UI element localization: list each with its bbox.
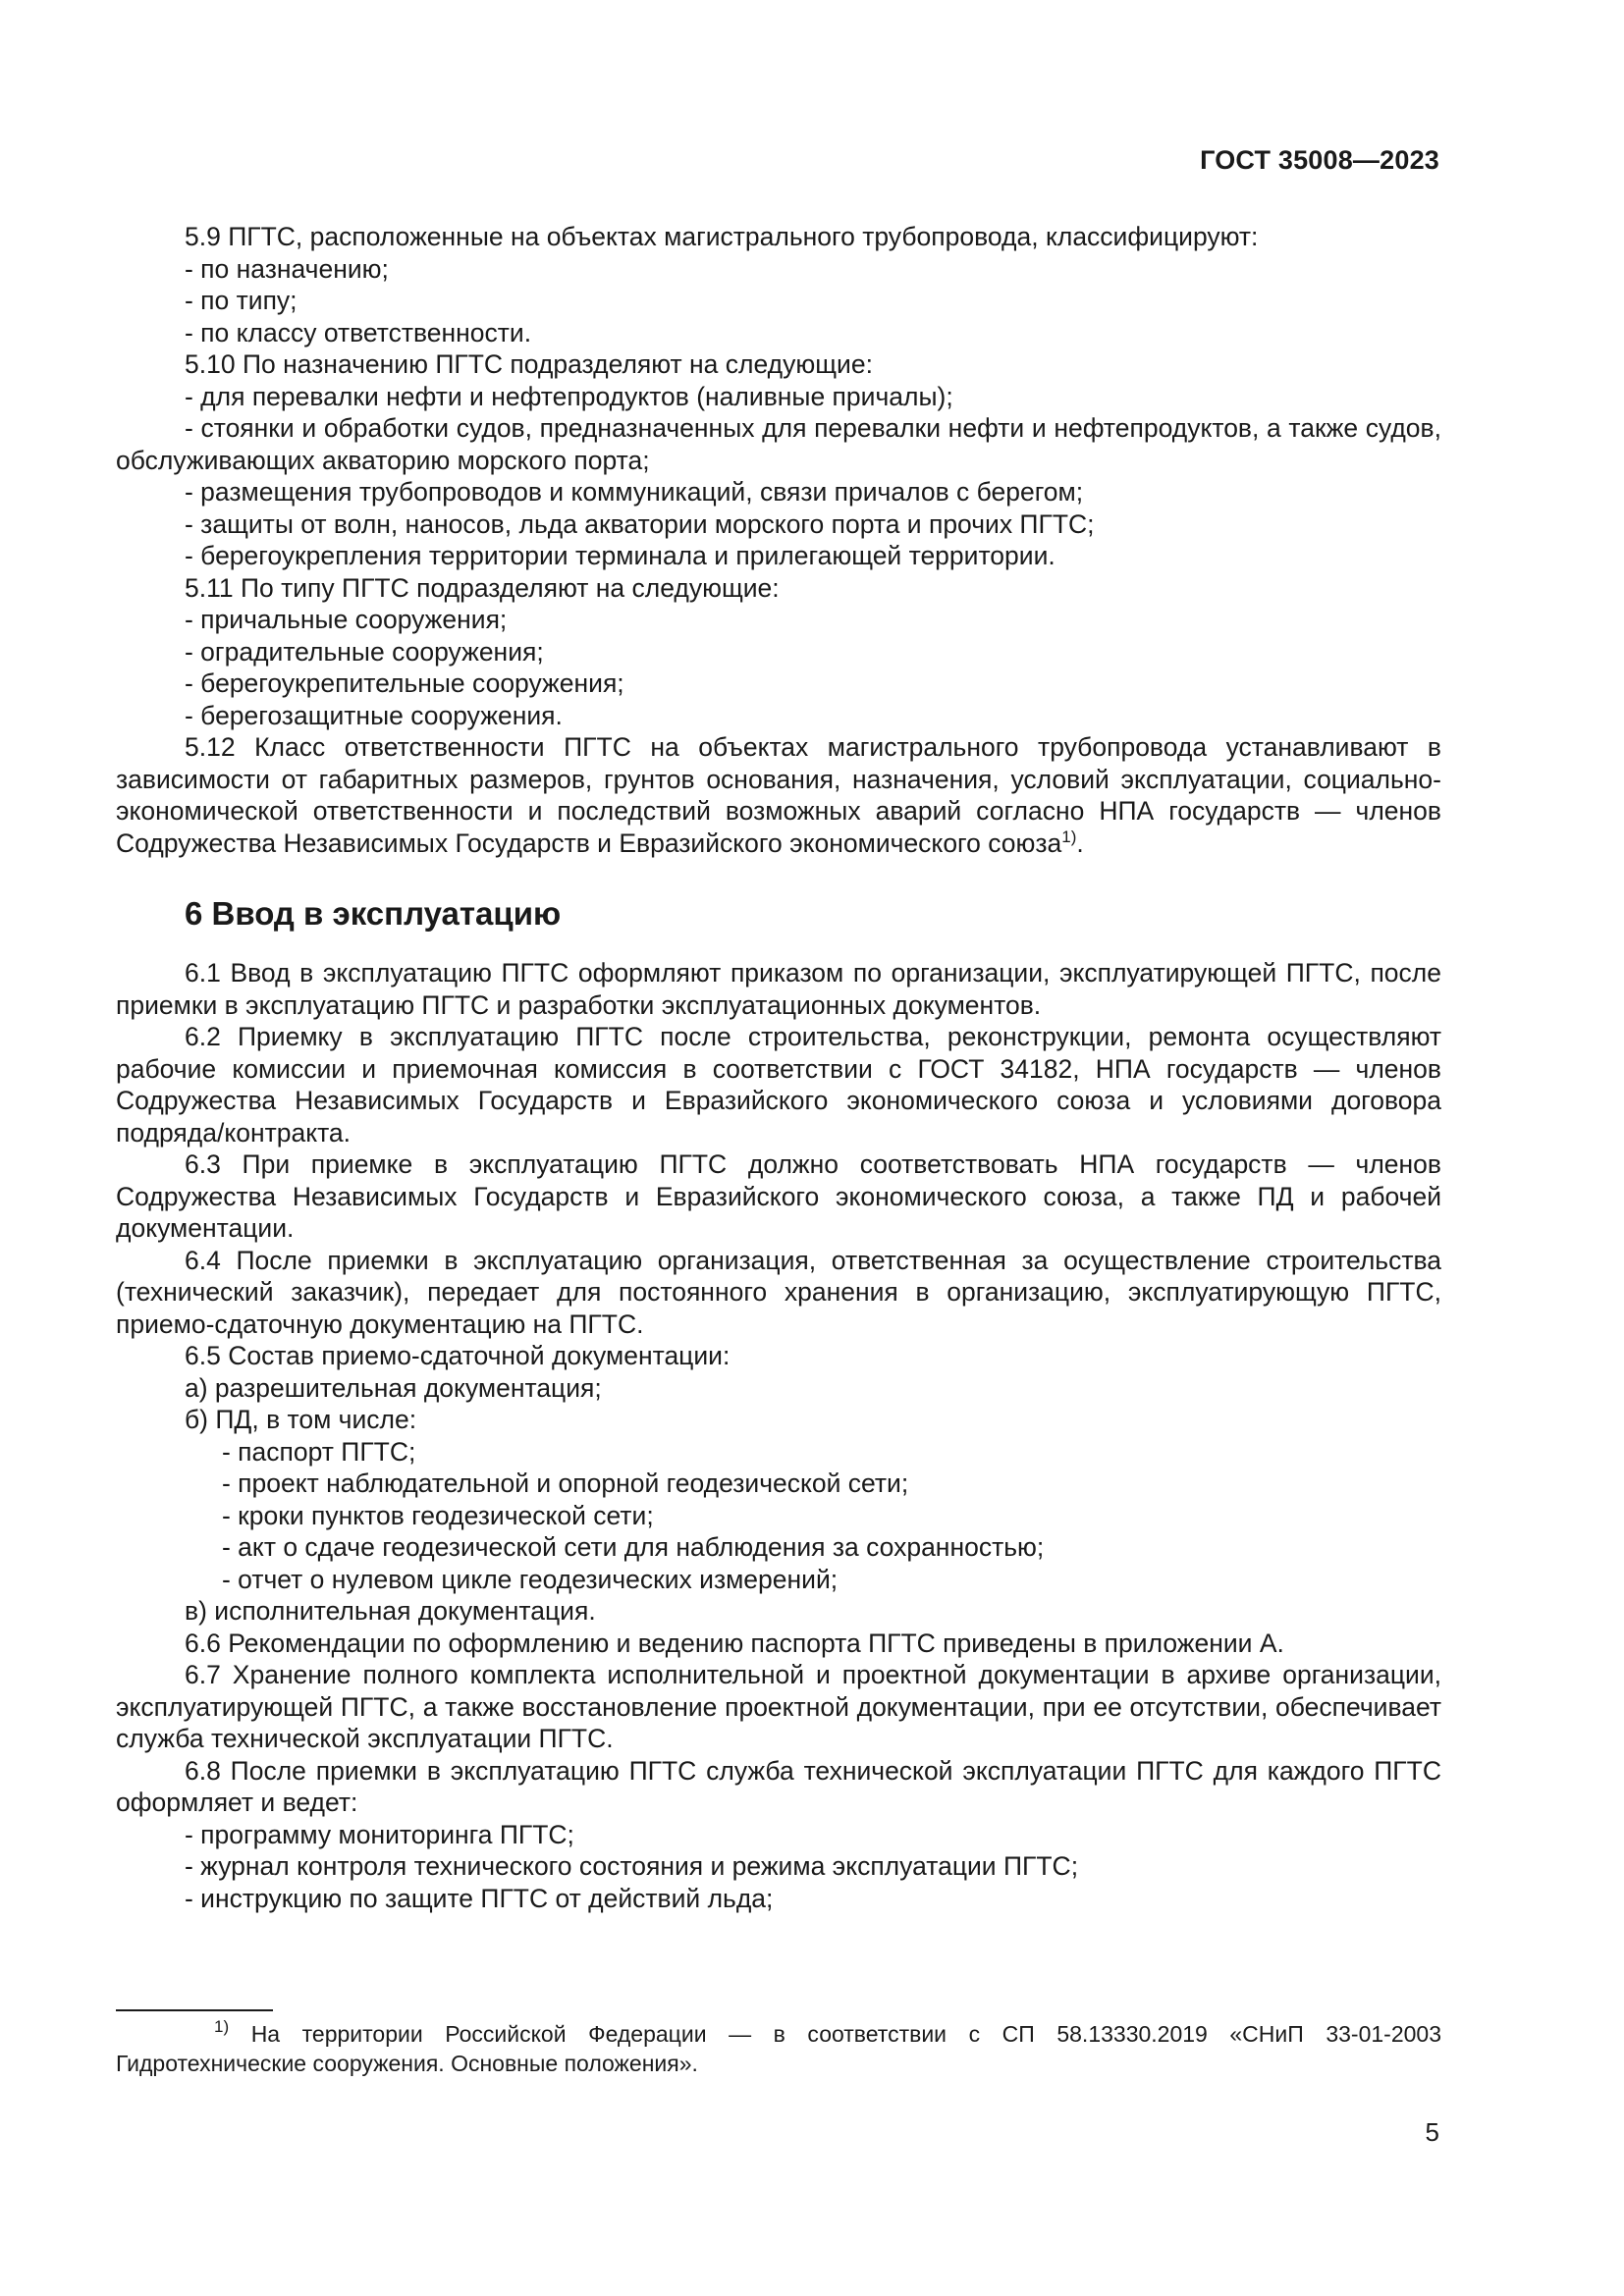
paragraph-6-3: 6.3 При приемке в эксплуатацию ПГТС должно соответствовать НПА государств — членов Содружества Независимых Государств и Евразийского экономического союза, а также ПД и рабочей документации. bbox=[116, 1149, 1441, 1243]
paragraph-5-10: 5.10 По назначению ПГТС подразделяют на следующие: bbox=[185, 349, 873, 379]
paragraph-6-2: 6.2 Приемку в эксплуатацию ПГТС после строительства, реконструкции, ремонта осуществляют рабочие комиссии и приемочная комиссия в соответствии с ГОСТ 34182, НПА государств — членов Содружества Независимых Государств и Евразийского экономического союза и условиями договора подряда/контракта. bbox=[116, 1022, 1441, 1148]
list-item: - по назначению; bbox=[185, 253, 389, 284]
footnote bbox=[116, 2019, 1441, 2078]
paragraph-5-12-end: . bbox=[1076, 828, 1084, 858]
list-item-b: б) ПД, в том числе: bbox=[185, 1405, 417, 1434]
list-item: - размещения трубопроводов и коммуникаций, связи причалов с берегом; bbox=[185, 477, 1084, 507]
section-6-heading: 6 Ввод в эксплуатацию bbox=[185, 895, 562, 932]
sub-list-item: - кроки пунктов геодезической сети; bbox=[222, 1500, 654, 1530]
list-item: - для перевалки нефти и нефтепродуктов (наливные причалы); bbox=[185, 381, 953, 411]
paragraph-5-9: 5.9 ПГТС, расположенные на объектах магистрального трубопровода, классифицируют: bbox=[185, 222, 1259, 251]
footnote-divider bbox=[116, 2009, 273, 2011]
sub-list-item: - паспорт ПГТС; bbox=[222, 1436, 416, 1467]
list-item: - инструкцию по защите ПГТС от действий льда; bbox=[185, 1883, 774, 1913]
footnote-mark: 1) bbox=[214, 2017, 230, 2036]
paragraph-6-7: 6.7 Хранение полного комплекта исполнительной и проектной документации в архиве организации, эксплуатирующей ПГТС, а также восстановление проектной документации, при ее отсутствии, обеспечивает служба технической эксплуатации ПГТС. bbox=[116, 1660, 1441, 1753]
page-body bbox=[116, 221, 1441, 1914]
list-item: - берегозащитные сооружения. bbox=[185, 700, 563, 730]
list-item: - причальные сооружения; bbox=[185, 605, 508, 634]
list-item: - стоянки и обработки судов, предназначенных для перевалки нефти и нефтепродуктов, а также судов, обслуживающих акваторию морского порта; bbox=[116, 413, 1441, 475]
list-item: - по типу; bbox=[185, 286, 298, 315]
page-number: 5 bbox=[1425, 2117, 1439, 2147]
paragraph-6-5: 6.5 Состав приемо-сдаточной документации: bbox=[185, 1341, 731, 1370]
footnote-text: На территории Российской Федерации — в соответствии с СП 58.13330.2019 «СНиП 33-01-2003 Гидротехнические сооружения. Основные положения». bbox=[116, 2021, 1441, 2076]
list-item: - программу мониторинга ПГТС; bbox=[185, 1819, 574, 1849]
paragraph-6-6: 6.6 Рекомендации по оформлению и ведению паспорта ПГТС приведены в приложении А. bbox=[185, 1628, 1284, 1658]
paragraph-5-11: 5.11 По типу ПГТС подразделяют на следующие: bbox=[185, 572, 780, 603]
sub-list-item: - отчет о нулевом цикле геодезических измерений; bbox=[222, 1564, 839, 1594]
paragraph-6-1: 6.1 Ввод в эксплуатацию ПГТС оформляют приказом по организации, эксплуатирующей ПГТС, после приемки в эксплуатацию ПГТС и разработки эксплуатационных документов. bbox=[116, 958, 1441, 1020]
sub-list-item: - проект наблюдательной и опорной геодезической сети; bbox=[222, 1468, 909, 1498]
list-item: - берегоукрепительные сооружения; bbox=[185, 668, 624, 698]
list-item: - журнал контроля технического состояния и режима эксплуатации ПГТС; bbox=[185, 1851, 1079, 1881]
list-item-a: а) разрешительная документация; bbox=[185, 1372, 602, 1403]
footnote-ref: 1) bbox=[1061, 827, 1077, 846]
paragraph-6-8: 6.8 После приемки в эксплуатацию ПГТС служба технической эксплуатации ПГТС для каждого ПГТС оформляет и ведет: bbox=[116, 1755, 1441, 1817]
paragraph-5-12 bbox=[116, 731, 1441, 859]
list-item: - защиты от волн, наносов, льда акватории морского порта и прочих ПГТС; bbox=[185, 508, 1095, 539]
list-item: - по классу ответственности. bbox=[185, 317, 532, 347]
list-item-v: в) исполнительная документация. bbox=[185, 1596, 596, 1626]
list-item: - оградительные сооружения; bbox=[185, 636, 544, 667]
list-item: - берегоукрепления территории терминала и прилегающей территории. bbox=[185, 541, 1056, 570]
paragraph-6-4: 6.4 После приемки в эксплуатацию организация, ответственная за осуществление строительства (технический заказчик), передает для постоянного хранения в организацию, эксплуатирующую ПГТС, приемо-сдаточную документацию на ПГТС. bbox=[116, 1245, 1441, 1339]
paragraph-5-12-text: 5.12 Класс ответственности ПГТС на объектах магистрального трубопровода устанавливают в зависимости от габаритных размеров, грунтов основания, назначения, условий эксплуатации, социально-экономической ответственности и последствий возможных аварий согласно НПА государств — членов Содружества Независимых Государств и Евразийского экономического союза bbox=[116, 732, 1441, 858]
document-id: ГОСТ 35008—2023 bbox=[1200, 145, 1439, 175]
sub-list-item: - акт о сдаче геодезической сети для наблюдения за сохранностью; bbox=[222, 1532, 1045, 1562]
